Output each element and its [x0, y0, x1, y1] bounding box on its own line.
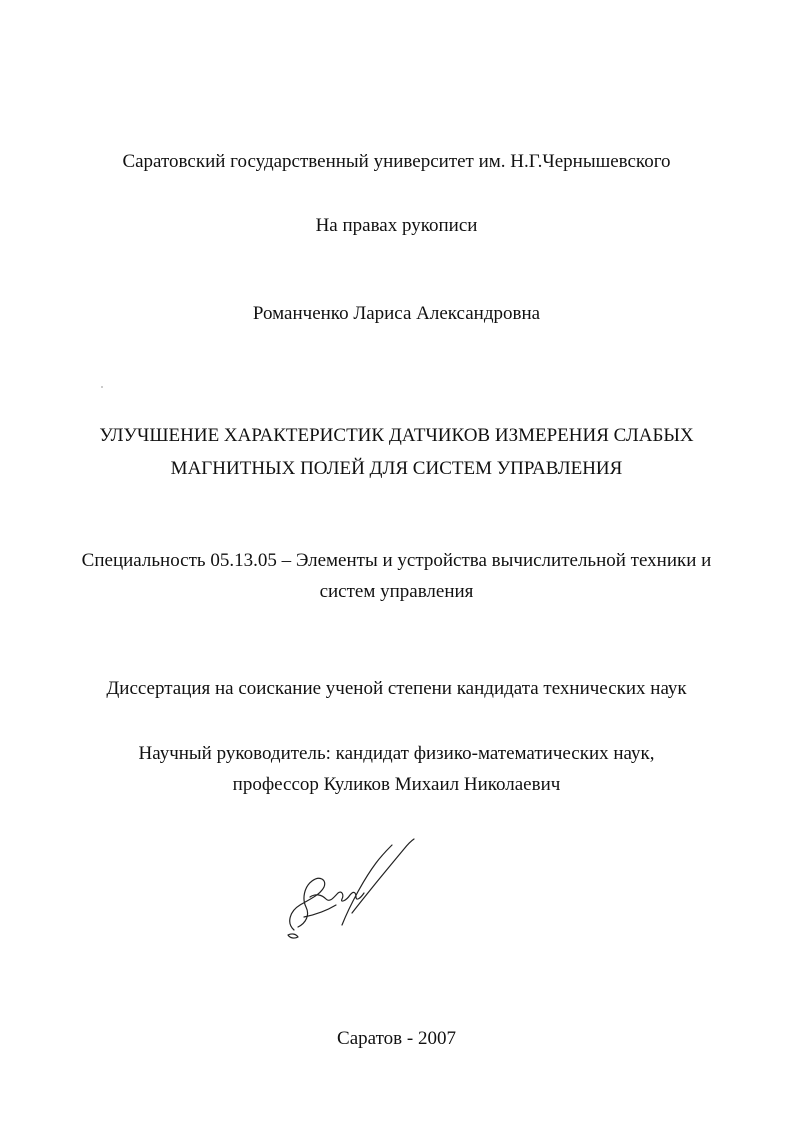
handwritten-signature: [280, 835, 420, 945]
scan-speck: [101, 386, 103, 388]
supervisor-line-2: профессор Куликов Михаил Николаевич: [232, 774, 561, 795]
supervisor-line-1: Научный руководитель: кандидат физико-математических наук,: [138, 743, 655, 764]
author-name: Романченко Лариса Александровна: [252, 303, 541, 324]
thesis-title-line-2: МАГНИТНЫХ ПОЛЕЙ ДЛЯ СИСТЕМ УПРАВЛЕНИЯ: [170, 458, 623, 479]
place-and-year: Саратов - 2007: [337, 1028, 456, 1049]
university-name: Саратовский государственный университет им. Н.Г.Чернышевского: [122, 151, 671, 172]
thesis-title-line-1: УЛУЧШЕНИЕ ХАРАКТЕРИСТИК ДАТЧИКОВ ИЗМЕРЕНИЯ СЛАБЫХ: [99, 425, 694, 446]
specialty-line-2: систем управления: [319, 581, 474, 602]
manuscript-note: На правах рукописи: [315, 215, 478, 236]
specialty-line-1: Специальность 05.13.05 – Элементы и устройства вычислительной техники и: [81, 550, 712, 571]
degree-statement: Диссертация на соискание ученой степени кандидата технических наук: [106, 678, 687, 699]
